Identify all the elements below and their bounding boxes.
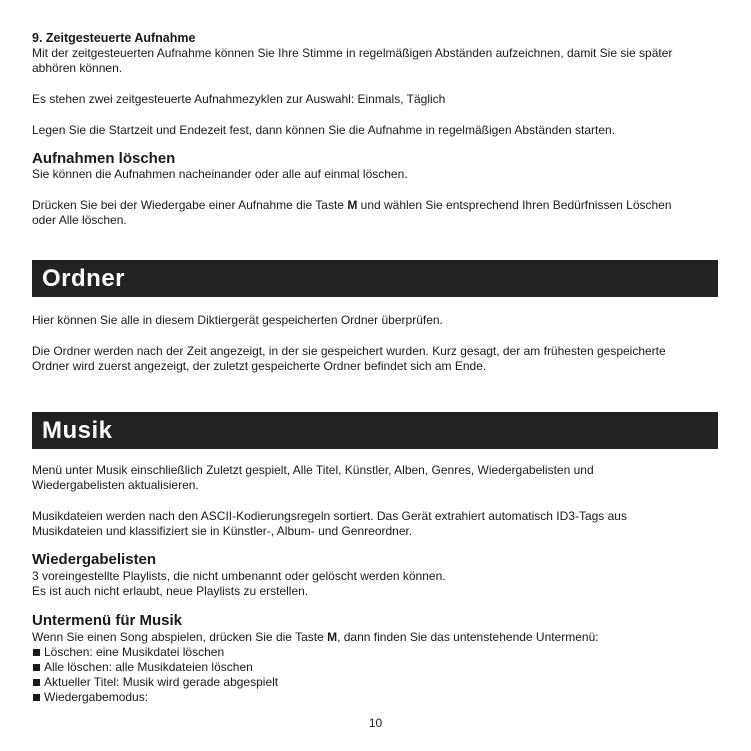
paragraph [32, 198, 672, 228]
paragraph-line: Es ist auch nicht erlaubt, neue Playlists zu erstellen. [32, 584, 309, 598]
paragraph-line: Musikdateien und klassifiziert sie in Künstler-, Album- und Genreordner. [32, 524, 413, 538]
paragraph-line: Ordner wird zuerst angezeigt, der zuletzt gespeicherte Ordner befindet sich am Ende. [32, 359, 487, 373]
square-bullet-icon [33, 664, 40, 671]
subsection-heading: Aufnahmen löschen [32, 150, 176, 167]
page-number: 10 [368, 716, 383, 730]
paragraph-line: oder Alle löschen. [32, 213, 127, 227]
square-bullet-icon [33, 679, 40, 686]
section-9 [32, 31, 672, 76]
section-heading: 9. Zeitgesteuerte Aufnahme [32, 31, 196, 45]
paragraph [32, 344, 666, 374]
paragraph-line: Musikdateien werden nach den ASCII-Kodierungsregeln sortiert. Das Gerät extrahiert automatisch ID3-Tags aus [32, 509, 627, 523]
list-item: Alle löschen: alle Musikdateien löschen [32, 660, 278, 675]
paragraph-line: abhören können. [32, 61, 123, 75]
list-item: Löschen: eine Musikdatei löschen [32, 645, 278, 660]
paragraph-line: Mit der zeitgesteuerten Aufnahme können Sie Ihre Stimme in regelmäßigen Abständen aufzeichnen, damit Sie sie später [32, 46, 673, 60]
section-title-bar: Ordner [32, 260, 718, 297]
paragraph-line: Wiedergabelisten aktualisieren. [32, 478, 199, 492]
paragraph: Es stehen zwei zeitgesteuerte Aufnahmezyklen zur Auswahl: Einmals, Täglich [32, 92, 446, 106]
paragraph: Sie können die Aufnahmen nacheinander oder alle auf einmal löschen. [32, 167, 408, 181]
section-title-bar: Musik [32, 412, 718, 449]
paragraph [32, 463, 594, 493]
submenu-list [32, 645, 278, 705]
paragraph: Legen Sie die Startzeit und Endezeit fest, dann können Sie die Aufnahme in regelmäßigen Abständen starten. [32, 123, 616, 137]
square-bullet-icon [33, 694, 40, 701]
paragraph-line: Die Ordner werden nach der Zeit angezeigt, in der sie gespeichert wurden. Kurz gesagt, der am frühesten gespeicherte [32, 344, 666, 358]
list-item: Aktueller Titel: Musik wird gerade abgespielt [32, 675, 278, 690]
paragraph: Hier können Sie alle in diesem Diktiergerät gespeicherten Ordner überprüfen. [32, 313, 443, 327]
paragraph-line: Menü unter Musik einschließlich Zuletzt gespielt, Alle Titel, Künstler, Alben, Genres, Wiedergabelisten und [32, 463, 594, 477]
key-label: M [327, 630, 338, 644]
paragraph-line: Wenn Sie einen Song abspielen, drücken Sie die Taste M, dann finden Sie das untenstehende Untermenü: [32, 630, 599, 644]
paragraph-line: 3 voreingestellte Playlists, die nicht umbenannt oder gelöscht werden können. [32, 569, 446, 583]
subsection-heading: Wiedergabelisten [32, 551, 157, 568]
subsection-heading: Untermenü für Musik [32, 612, 183, 629]
square-bullet-icon [33, 649, 40, 656]
key-label: M [347, 198, 358, 212]
paragraph-line: Drücken Sie bei der Wiedergabe einer Aufnahme die Taste M und wählen Sie entsprechend Ihren Bedürfnissen Löschen [32, 198, 672, 212]
list-item: Wiedergabemodus: [32, 690, 278, 705]
paragraph [32, 509, 627, 539]
